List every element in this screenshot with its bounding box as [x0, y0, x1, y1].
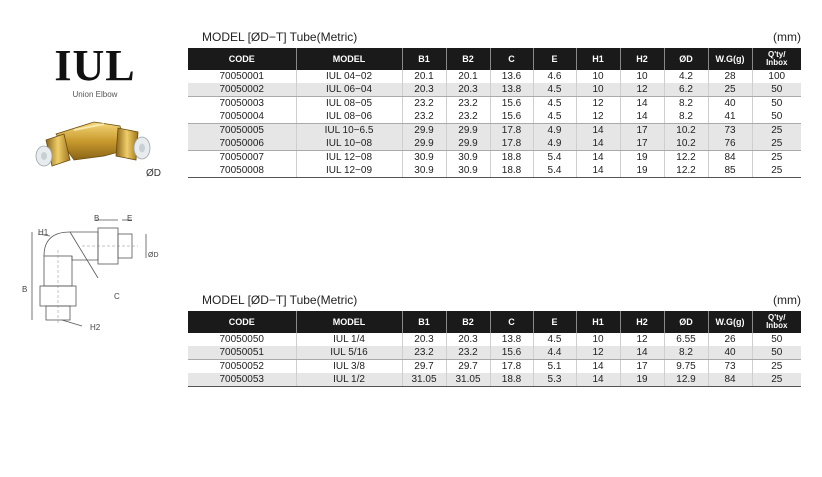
- table-cell: 85: [708, 164, 752, 178]
- table-cell: 17.8: [490, 137, 533, 151]
- table-cell: 70050005: [188, 124, 296, 138]
- table-cell: 84: [708, 373, 752, 387]
- table-cell: 19: [620, 164, 664, 178]
- table-row: [188, 137, 801, 151]
- table-cell: 12: [576, 110, 620, 124]
- col-code: CODE: [188, 48, 296, 70]
- table-cell: 100: [752, 70, 801, 83]
- table-cell: 4.5: [533, 333, 576, 346]
- table-cell: 84: [708, 151, 752, 165]
- table-cell: 12: [620, 333, 664, 346]
- table-cell: 10: [576, 70, 620, 83]
- table-cell: 25: [752, 164, 801, 178]
- table-cell: 15.6: [490, 97, 533, 111]
- table-cell: 70050051: [188, 346, 296, 360]
- table-cell: 5.1: [533, 360, 576, 374]
- col-inbox: Inbox: [766, 58, 788, 67]
- metric-table-section-1: [188, 30, 801, 178]
- table-cell: 30.9: [402, 151, 446, 165]
- table-cell: 70050007: [219, 152, 264, 163]
- table-cell: 29.7: [402, 360, 446, 374]
- product-brand: [40, 41, 150, 99]
- table-row: [188, 164, 801, 178]
- table-cell: IUL 10−6.5: [296, 124, 402, 138]
- table-cell: 18.8: [490, 151, 533, 165]
- spec-table-inch: [188, 311, 801, 387]
- table-cell: 30.9: [402, 164, 446, 178]
- table-cell: 50: [752, 346, 801, 360]
- table-row: [188, 70, 801, 83]
- table-cell: IUL 04−02: [296, 70, 402, 83]
- table-cell: 25: [752, 373, 801, 387]
- table-cell: 4.5: [533, 83, 576, 97]
- col-inbox: Inbox: [766, 321, 788, 330]
- table-cell: 25: [752, 360, 801, 374]
- table-cell: 31.05: [446, 373, 490, 387]
- table-cell: 14: [576, 373, 620, 387]
- dim-h1: H1: [38, 228, 49, 237]
- table-cell: 70050052: [219, 361, 264, 372]
- table-cell: 17: [620, 360, 664, 374]
- table-row: [188, 97, 801, 111]
- table-cell: 9.75: [664, 360, 708, 374]
- table-cell: 70050050: [219, 334, 264, 345]
- col-od: ØD: [664, 311, 708, 333]
- col-qty: Q'ty/: [768, 313, 786, 322]
- col-b1: B1: [402, 311, 446, 333]
- col-model: MODEL: [296, 48, 402, 70]
- table-cell: 12.9: [664, 373, 708, 387]
- table-cell: 14: [620, 346, 664, 360]
- table-cell: 12: [576, 346, 620, 360]
- table-cell: 14: [620, 97, 664, 111]
- table-cell: 8.2: [664, 346, 708, 360]
- table-cell: 70050001: [219, 71, 264, 82]
- table-cell: 50: [752, 97, 801, 111]
- table-cell: IUL 10−08: [296, 137, 402, 151]
- product-title: IUL: [54, 41, 136, 90]
- table-cell: 12: [576, 97, 620, 111]
- table-cell: 20.1: [446, 70, 490, 83]
- dim-h2: H2: [90, 323, 101, 332]
- dim-e: E: [127, 214, 133, 223]
- table-cell: 4.6: [533, 70, 576, 83]
- table-cell: 23.2: [402, 110, 446, 124]
- table-cell: 14: [576, 164, 620, 178]
- table-row: [188, 346, 801, 360]
- table-cell: 12: [620, 83, 664, 97]
- table-cell: 14: [576, 137, 620, 151]
- col-qty-inbox: [752, 311, 801, 333]
- col-c: C: [490, 311, 533, 333]
- table-cell: 31.05: [402, 373, 446, 387]
- table-cell: 5.4: [533, 164, 576, 178]
- metric-table-section-2: [188, 293, 801, 387]
- table-cell: 4.5: [533, 97, 576, 111]
- table-cell: 20.3: [446, 333, 490, 346]
- table-cell: IUL 1/2: [296, 373, 402, 387]
- col-b2: B2: [446, 48, 490, 70]
- table-cell: 5.3: [533, 373, 576, 387]
- col-h1: H1: [576, 311, 620, 333]
- table-cell: 40: [708, 346, 752, 360]
- table-cell: 70050006: [188, 137, 296, 151]
- table-cell: 18.8: [490, 373, 533, 387]
- table-cell: IUL 12−09: [296, 164, 402, 178]
- table-cell: 18.8: [490, 164, 533, 178]
- col-weight: W.G(g): [708, 311, 752, 333]
- table-cell: 29.9: [446, 137, 490, 151]
- table-cell: 25: [752, 124, 801, 138]
- table-cell: 70050004: [188, 110, 296, 124]
- table-cell: 70050008: [188, 164, 296, 178]
- col-e: E: [533, 48, 576, 70]
- table-cell: 5.4: [533, 151, 576, 165]
- table-cell: 20.1: [402, 70, 446, 83]
- table-cell: 19: [620, 151, 664, 165]
- col-e: E: [533, 311, 576, 333]
- table-cell: 14: [576, 124, 620, 138]
- table-cell: 6.55: [664, 333, 708, 346]
- col-model: MODEL: [296, 311, 402, 333]
- col-c: C: [490, 48, 533, 70]
- table-cell: 25: [752, 151, 801, 165]
- table-cell: 10: [576, 83, 620, 97]
- table-cell: 4.5: [533, 110, 576, 124]
- col-h2: H2: [620, 48, 664, 70]
- table-row: [188, 373, 801, 387]
- table-cell: 6.2: [664, 83, 708, 97]
- table-cell: 10.2: [664, 137, 708, 151]
- table-row: [188, 124, 801, 138]
- table-cell: IUL 1/4: [296, 333, 402, 346]
- table-unit: (mm): [773, 30, 801, 44]
- table-cell: 30.9: [446, 151, 490, 165]
- table-cell: 41: [708, 110, 752, 124]
- table-cell: 15.6: [490, 110, 533, 124]
- table-cell: IUL 08−05: [296, 97, 402, 111]
- table-cell: 73: [708, 360, 752, 374]
- table-cell: 20.3: [402, 333, 446, 346]
- table-cell: 17: [620, 124, 664, 138]
- table-cell: 70050053: [188, 373, 296, 387]
- table-title: MODEL [ØD−T] Tube(Metric): [202, 293, 358, 307]
- table-cell: 29.9: [402, 124, 446, 138]
- table-cell: 50: [752, 110, 801, 124]
- table-cell: 29.9: [402, 137, 446, 151]
- col-h2: H2: [620, 311, 664, 333]
- table-cell: 26: [708, 333, 752, 346]
- table-title: MODEL [ØD−T] Tube(Metric): [202, 30, 358, 44]
- table-cell: 8.2: [664, 97, 708, 111]
- table-cell: 70050003: [219, 98, 264, 109]
- table-cell: 30.9: [446, 164, 490, 178]
- table-cell: 10: [576, 333, 620, 346]
- dim-c: C: [114, 292, 120, 301]
- table-cell: 23.2: [402, 346, 446, 360]
- dim-b-vertical: B: [22, 285, 28, 294]
- table-cell: 10.2: [664, 124, 708, 138]
- table-cell: 10: [620, 70, 664, 83]
- table-cell: 8.2: [664, 110, 708, 124]
- table-cell: 12.2: [664, 151, 708, 165]
- table-cell: 17.8: [490, 124, 533, 138]
- table-row: [188, 360, 801, 374]
- table-cell: 4.4: [533, 346, 576, 360]
- table-cell: 13.8: [490, 333, 533, 346]
- table-cell: 20.3: [402, 83, 446, 97]
- table-cell: 50: [752, 83, 801, 97]
- col-od: ØD: [664, 48, 708, 70]
- table-cell: 19: [620, 373, 664, 387]
- table-cell: 25: [708, 83, 752, 97]
- table-cell: 23.2: [446, 346, 490, 360]
- table-cell: 13.8: [490, 83, 533, 97]
- table-cell: 25: [752, 137, 801, 151]
- union-elbow-photo: [34, 104, 154, 184]
- product-subtitle: Union Elbow: [72, 90, 118, 99]
- table-cell: IUL 12−08: [296, 151, 402, 165]
- col-qty-inbox: [752, 48, 801, 70]
- table-cell: 15.6: [490, 346, 533, 360]
- col-h1: H1: [576, 48, 620, 70]
- table-cell: 70050002: [188, 83, 296, 97]
- table-cell: 73: [708, 124, 752, 138]
- dim-od: ØD: [148, 252, 159, 259]
- table-cell: 76: [708, 137, 752, 151]
- table-cell: 4.9: [533, 124, 576, 138]
- table-cell: IUL 5/16: [296, 346, 402, 360]
- table-cell: 17: [620, 137, 664, 151]
- table-cell: IUL 06−04: [296, 83, 402, 97]
- table-cell: 12.2: [664, 164, 708, 178]
- col-code: CODE: [188, 311, 296, 333]
- table-cell: 14: [620, 110, 664, 124]
- table-cell: 14: [576, 151, 620, 165]
- table-row: [188, 110, 801, 124]
- table-cell: 20.3: [446, 83, 490, 97]
- col-b1: B1: [402, 48, 446, 70]
- table-cell: IUL 08−06: [296, 110, 402, 124]
- dim-b: B: [94, 214, 100, 223]
- table-unit: (mm): [773, 293, 801, 307]
- od-label: ØD: [146, 168, 161, 179]
- table-cell: 28: [708, 70, 752, 83]
- col-b2: B2: [446, 311, 490, 333]
- table-cell: 17.8: [490, 360, 533, 374]
- table-cell: 14: [576, 360, 620, 374]
- col-qty: Q'ty/: [768, 50, 786, 59]
- table-cell: 29.7: [446, 360, 490, 374]
- col-weight: W.G(g): [708, 48, 752, 70]
- table-cell: 23.2: [446, 110, 490, 124]
- table-cell: 23.2: [402, 97, 446, 111]
- table-cell: 13.6: [490, 70, 533, 83]
- table-row: [188, 151, 801, 165]
- table-cell: 29.9: [446, 124, 490, 138]
- table-cell: 4.2: [664, 70, 708, 83]
- spec-table-metric: [188, 48, 801, 178]
- table-cell: 40: [708, 97, 752, 111]
- table-row: [188, 83, 801, 97]
- table-cell: 23.2: [446, 97, 490, 111]
- table-cell: 4.9: [533, 137, 576, 151]
- table-cell: IUL 3/8: [296, 360, 402, 374]
- table-cell: 50: [752, 333, 801, 346]
- table-row: [188, 333, 801, 346]
